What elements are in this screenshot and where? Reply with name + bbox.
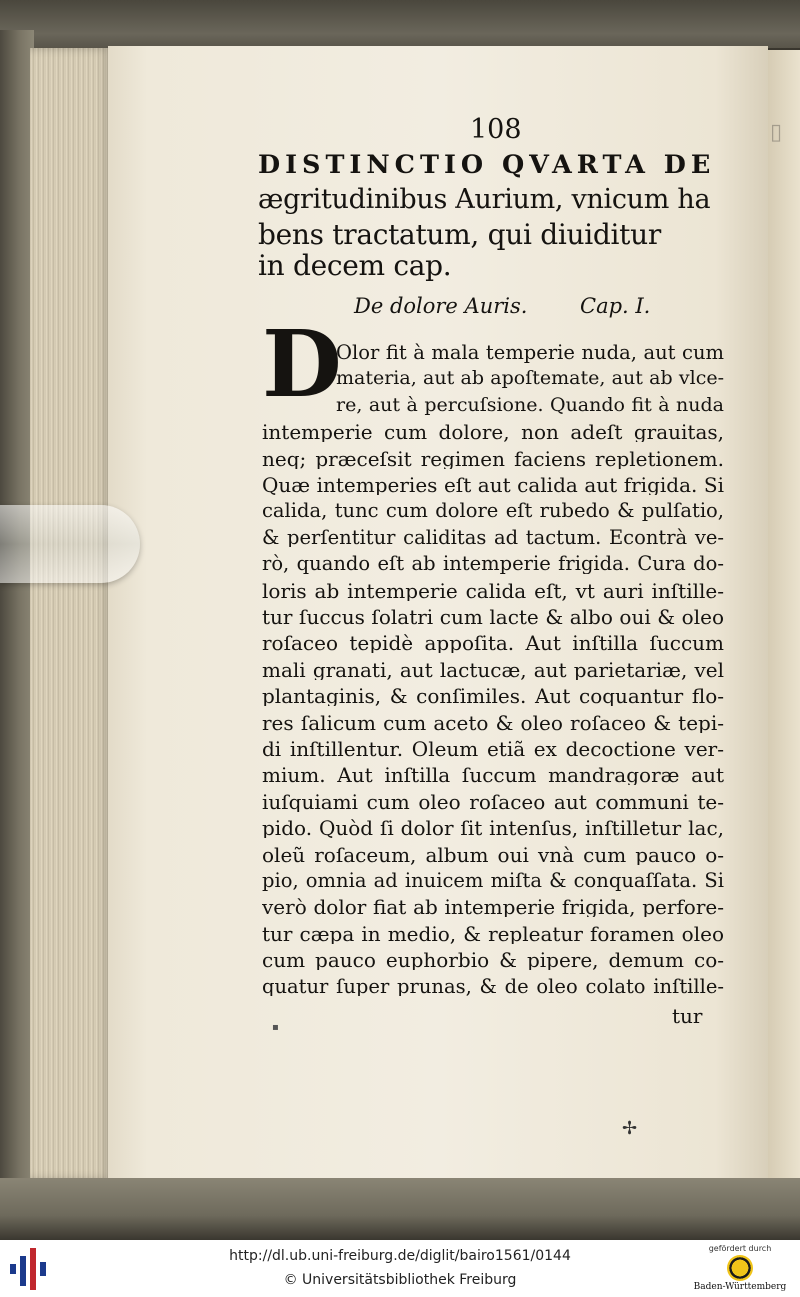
body-line: loris ab intemperie calida eſt, vt auri inſtille-: [262, 580, 724, 601]
body-line: roſaceo tepidè appoſita. Aut inſtilla ſuccum: [262, 633, 724, 654]
body-line: tur ſuccus ſolatri cum lacte & albo oui & oleo: [262, 607, 724, 627]
page-clip: [0, 505, 140, 583]
catchword: tur: [672, 1004, 703, 1028]
body-line: rò, quando eſt ab intemperie frigida. Cura do-: [262, 554, 724, 574]
drop-cap: D: [262, 310, 342, 418]
heading-line-4: in decem cap.: [258, 249, 452, 282]
body-line: pido. Quòd ſi dolor ſit intenſus, inſtilletur lac,: [262, 818, 724, 839]
heading-line-1: DISTINCTIO QVARTA DE: [258, 150, 716, 180]
body-line: mium. Aut inſtilla ſuccum mandragoræ aut: [262, 765, 724, 786]
chapter-title: De dolore Auris.: [354, 294, 528, 318]
ink-mark: ✢: [622, 1118, 638, 1139]
heading-line-2: ægritudinibus Aurium, vnicum ha: [258, 184, 711, 215]
sponsor-block[interactable]: [690, 1244, 790, 1292]
body-line: calida, tunc cum dolore eſt rubedo & pulſatio,: [262, 501, 724, 521]
body-line: neq; præceſsit regimen faciens repletionem.: [262, 448, 724, 469]
body-line: intemperie cum dolore, non adeſt grauitas,: [262, 422, 724, 443]
facing-page-edge: ▯: [768, 50, 800, 1178]
book-cover-top: [0, 0, 800, 48]
body-line: iuſquiami cum oleo roſaceo aut communi te-: [262, 791, 724, 812]
body-line: tur cæpa in medio, & repleatur foramen oleo: [262, 923, 724, 944]
sponsor-label: gefördert durch: [708, 1244, 772, 1253]
body-line: mali granati, aut lactucæ, aut parietariæ, vel: [262, 659, 724, 680]
body-line: plantaginis, & conſimiles. Aut coquantur flo-: [262, 686, 724, 707]
sponsor-name: Baden-Württemberg: [693, 1282, 787, 1292]
document-url-link[interactable]: http://dl.ub.uni-freiburg.de/diglit/bairo1561/0144: [229, 1248, 571, 1264]
body-line: pio, omnia ad inuicem miſta & conquaſſata. Si: [262, 871, 724, 891]
chapter-number: Cap. I.: [580, 294, 651, 318]
page-number: 108: [470, 114, 522, 145]
heading-line-3: bens tractatum, qui diuiditur: [258, 218, 661, 251]
book-cover-bottom: [0, 1178, 800, 1240]
body-line: cum pauco euphorbio & pipere, demum co-: [262, 950, 724, 971]
body-line: Olor fit à mala temperie nuda, aut cum: [336, 343, 724, 363]
body-line: oleũ roſaceum, album oui vnà cum pauco o-: [262, 844, 724, 865]
viewer-footer: [0, 1240, 800, 1297]
body-line: Quæ intemperies eſt aut calida aut frigida. Si: [262, 475, 724, 495]
page-edges: [30, 48, 112, 1180]
baden-wuerttemberg-seal-icon: [727, 1255, 753, 1281]
body-line: res ſalicum cum aceto & oleo roſaceo & tepi-: [262, 712, 724, 733]
body-line: verò dolor fiat ab intemperie frigida, perfore-: [262, 897, 724, 918]
body-line: re, aut à percuſsione. Quando fit à nuda: [336, 395, 724, 415]
body-line: & perſentitur caliditas ad tactum. Econtrà ve-: [262, 527, 724, 548]
ink-speck: ▪: [272, 1022, 279, 1033]
copyright-notice: © Universitätsbibliothek Freiburg: [283, 1272, 517, 1288]
book-cover-left: [0, 30, 34, 1220]
body-line: di inſtillentur. Oleum etiã ex decoctione ver-: [262, 739, 724, 759]
body-line: materia, aut ab apoſtemate, aut ab vlce-: [336, 369, 724, 389]
body-line: quatur ſuper prunas, & de oleo colato inſtille-: [262, 976, 724, 997]
